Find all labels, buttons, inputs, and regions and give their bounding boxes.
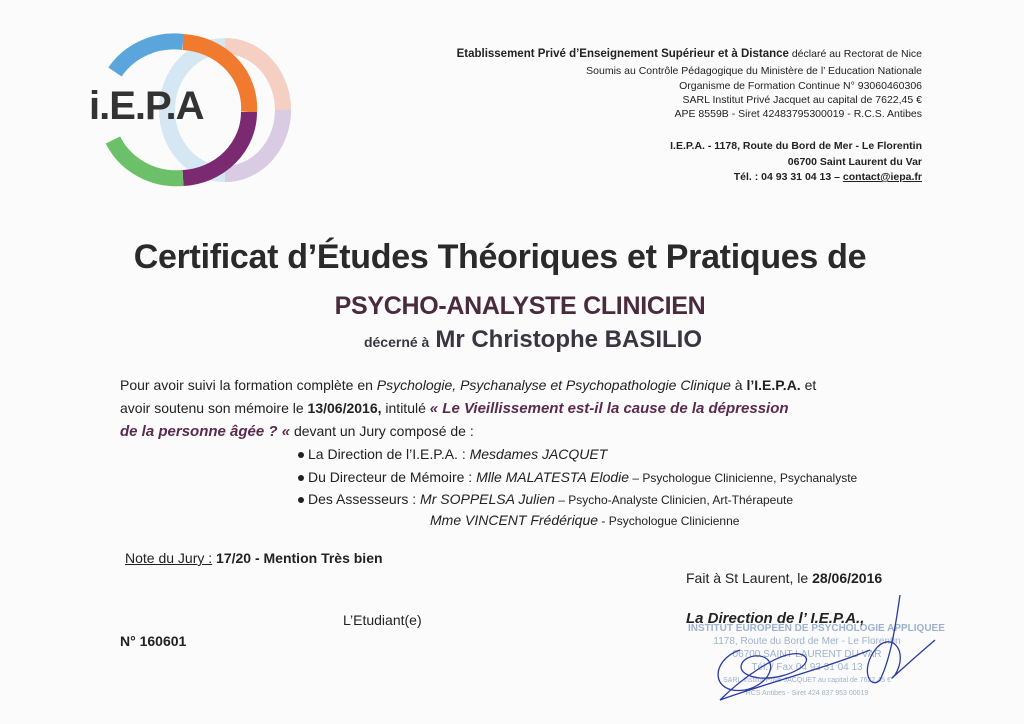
address-line-2: 06700 Saint Laurent du Var <box>787 156 922 168</box>
iepa-logo <box>85 32 305 192</box>
stamp-line: RCS Antibes - Siret 424 837 953 00019 <box>745 690 869 697</box>
header-line-3: Organisme de Formation Continue N° 93060460306 <box>679 80 922 92</box>
stamp-line: INSTITUT EUROPEEN DE PSYCHOLOGIE APPLIQUEE <box>688 623 945 634</box>
text: Pour avoir suivi la formation complète en <box>120 377 377 393</box>
grade-label: Note du Jury : <box>125 550 213 566</box>
jury-name: Mlle MALATESTA Elodie <box>476 469 630 485</box>
recipient-name: Mr Christophe BASILIO <box>435 326 703 353</box>
course-name: Psychologie, Psychanalyse et Psychopathologie Clinique <box>376 377 731 393</box>
text: intitulé <box>381 400 430 416</box>
body-line-2 <box>120 400 789 417</box>
stamp-line: 1178, Route du Bord de Mer - Le Florentin <box>713 636 901 647</box>
body-line-3 <box>120 423 474 440</box>
declaration: déclaré au Rectorat de Nice <box>791 48 922 60</box>
awarded-to <box>0 326 1024 354</box>
grade-value: 17/20 - Mention Très bien <box>212 550 383 566</box>
institution-type: Etablissement Privé d’Enseignement Supérieur et à Distance <box>456 48 789 60</box>
text: à <box>730 377 747 393</box>
logo-text: i.E.P.A <box>89 84 204 128</box>
place: Fait à St Laurent, le <box>686 570 813 586</box>
jury-member <box>298 491 793 507</box>
text: avoir soutenu son mémoire le <box>120 400 308 416</box>
header-line-4: SARL Institut Privé Jacquet au capital de 7622,45 € <box>682 94 922 106</box>
header-line-1 <box>457 48 922 60</box>
jury-member <box>430 512 739 528</box>
jury-name: Mme VINCENT Frédérique <box>430 512 599 528</box>
jury-name: Mesdames JACQUET <box>469 446 608 462</box>
institution: l’I.E.P.A. <box>746 377 801 393</box>
jury-role: – Psycho-Analyste Clinicien, Art-Thérapeute <box>554 493 794 507</box>
contact-line <box>734 171 922 183</box>
jury-grade <box>125 550 383 566</box>
certificate-title: Certificat d’Études Théoriques et Pratiques de <box>133 238 867 276</box>
jury-label: La Direction de l’I.E.P.A. : <box>308 446 470 462</box>
jury-member <box>298 469 857 485</box>
text: devant un Jury composé de : <box>290 423 474 439</box>
stamp-line: 06700 SAINT LAURENT DU VAR <box>732 649 882 660</box>
bullet-icon <box>298 497 304 503</box>
issue-date: 28/06/2016 <box>812 570 883 586</box>
certificate-number: N° 160601 <box>120 633 187 649</box>
certificate-subtitle: PSYCHO-ANALYSTE CLINICIEN <box>334 292 706 320</box>
header-line-5: APE 8559B - Siret 42483795300019 - R.C.S. Antibes <box>674 108 922 120</box>
memoir-title-cont: de la personne âgée ? « <box>120 423 291 440</box>
place-date <box>686 570 882 586</box>
student-signature-label: L’Etudiant(e) <box>343 612 422 628</box>
memoir-title: « Le Vieillissement est-il la cause de la dépression <box>429 400 789 417</box>
jury-label: Du Directeur de Mémoire : <box>308 469 477 485</box>
signature <box>700 590 940 710</box>
jury-member <box>298 446 607 462</box>
jury-label: Des Assesseurs : <box>308 491 421 507</box>
stamp-line: Tél. / Fax 04 93 31 04 13 <box>751 662 863 673</box>
jury-role: - Psychologue Clinicienne <box>598 514 740 528</box>
phone: Tél. : 04 93 31 04 13 – <box>733 171 843 183</box>
jury-name: Mr SOPPELSA Julien <box>420 491 555 507</box>
defense-date: 13/06/2016, <box>307 400 382 416</box>
text: et <box>800 377 817 393</box>
bullet-icon <box>298 475 304 481</box>
awarded-label: décerné à <box>363 334 430 350</box>
direction-signature-label: La Direction de l’ I.E.P.A., <box>686 610 865 627</box>
address-line-1: I.E.P.A. - 1178, Route du Bord de Mer - Le Florentin <box>670 140 922 152</box>
body-line-1 <box>120 377 816 393</box>
stamp-line: SARL Institut Privé JACQUET au capital de 7622,45 € <box>723 677 891 684</box>
bullet-icon <box>298 452 304 458</box>
header-line-2: Soumis au Contrôle Pédagogique du Ministère de l’ Education Nationale <box>586 65 922 77</box>
email-link[interactable]: contact@iepa.fr <box>842 171 922 183</box>
jury-role: – Psychologue Clinicienne, Psychanalyste <box>629 471 858 485</box>
